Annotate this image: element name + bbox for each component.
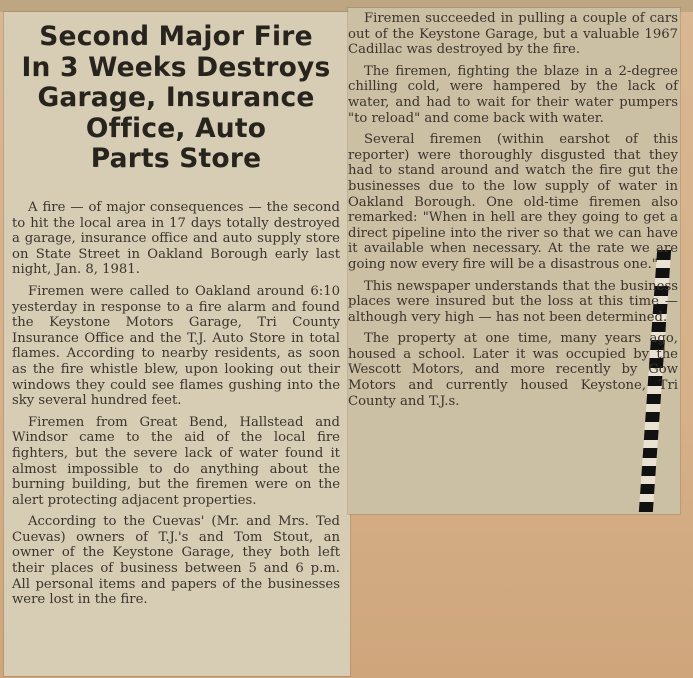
paragraph: According to the Cuevas' (Mr. and Mrs. Ted Cuevas) owners of T.J.'s and Tom Stout, an owner of the Keystone Garage, they both left their places of business between 5 and 6 p.m. All personal items and papers of the businesses were lost in the fire. [12, 514, 340, 608]
paragraph: A fire — of major consequences — the second to hit the local area in 17 days totally destroyed a garage, insurance office and auto supply store on State Street in Oakland Borough early last night, Jan. 8, 1981. [12, 200, 340, 278]
headline-line: In 3 Weeks Destroys [21, 51, 331, 83]
headline-line: Parts Store [90, 143, 262, 174]
article-body-right [348, 11, 678, 415]
headline [8, 22, 344, 175]
headline-line: Second Major Fire [39, 21, 313, 52]
article-body-left [12, 200, 340, 614]
paragraph: Firemen were called to Oakland around 6:10 yesterday in response to a fire alarm and found the Keystone Motors Garage, Tri County Insurance Office and the T.J. Auto Store in total flames. According to nearby residents, as soon as the fire whistle blew, upon looking out their windows they could see flames gushing into the sky several hundred feet. [12, 283, 340, 409]
paragraph: Several firemen (within earshot of this reporter) were thoroughly disgusted that they had to stand around and watch the fire gut the businesses due to the low supply of water in Oakland Borough. One old-time firemen also remarked: "When in hell are they going to get a direct pipeline into the river so that we can have it available when necessary. At the rate we are going now every fire will be a disastrous one." [348, 132, 678, 272]
paragraph: Firemen from Great Bend, Hallstead and Windsor came to the aid of the local fire fighters, but the severe lack of water found it almost impossible to do anything about the burning building, but the firemen were on the alert protecting adjacent properties. [12, 414, 340, 508]
headline-line: Garage, Insurance [37, 82, 315, 113]
headline-line: Office, Auto [85, 112, 267, 144]
paragraph: This newspaper understands that the business places were insured but the loss at this time — although very high — has not been determined. [348, 278, 678, 325]
paragraph: The firemen, fighting the blaze in a 2-degree chilling cold, were hampered by the lack of water, and had to wait for their water pumpers "to reload" and come back with water. [348, 63, 678, 126]
paragraph: Firemen succeeded in pulling a couple of cars out of the Keystone Garage, but a valuable 1967 Cadillac was destroyed by the fire. [348, 11, 678, 58]
paragraph: The property at one time, many years ago, housed a school. Later it was occupied by the Wescott Motors, and more recently by Gow Motors and currently housed Keystone, Tri County and T.J.s. [348, 331, 678, 409]
